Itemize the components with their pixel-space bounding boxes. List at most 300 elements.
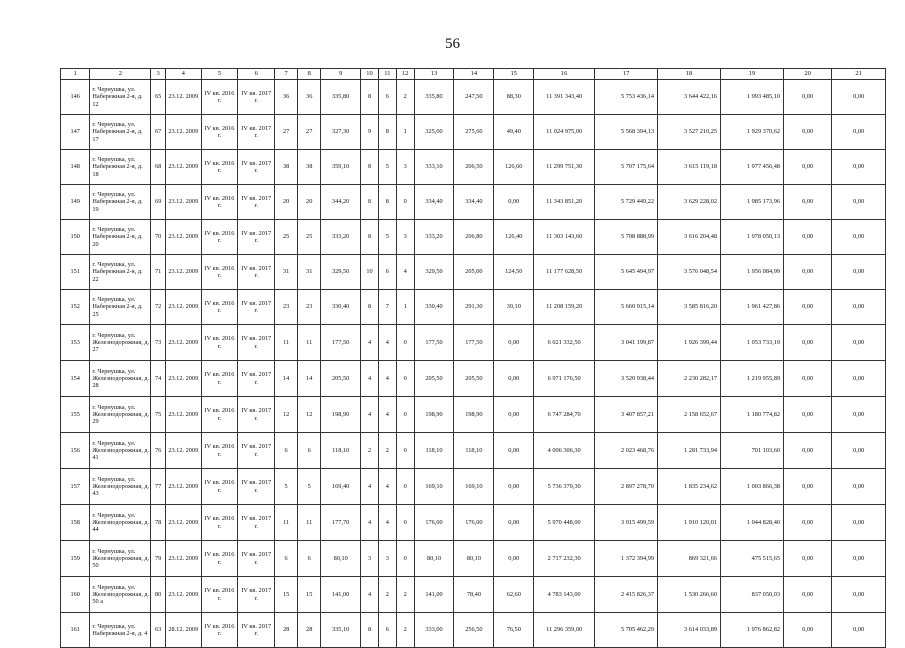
table-cell: 62,60 [494, 577, 534, 613]
address-cell: г. Чернушка, ул. Железнодорожная, д. 44 [90, 505, 151, 541]
table-cell: 20 [275, 185, 298, 220]
table-cell: 152 [61, 290, 90, 325]
table-cell: 28 [298, 613, 321, 648]
table-cell: 0,00 [832, 613, 886, 648]
table-cell: 335,80 [414, 80, 454, 115]
table-cell: 4 783 143,00 [534, 577, 595, 613]
table-cell: 4 [361, 469, 379, 505]
table-cell: 169,10 [414, 469, 454, 505]
table-cell: 205,50 [454, 361, 494, 397]
table-cell: 333,00 [414, 613, 454, 648]
table-row [61, 220, 886, 255]
table-cell: 1 910 120,01 [658, 505, 721, 541]
table-cell: 3 576 048,54 [658, 255, 721, 290]
table-cell: IV кв. 2016 г. [201, 541, 238, 577]
table-cell: IV кв. 2017 г. [238, 255, 275, 290]
table-cell: 8 [361, 185, 379, 220]
address-cell: г. Чернушка, ул. Набережная 2-я, д. 18 [90, 150, 151, 185]
table-cell: 1 985 173,96 [721, 185, 784, 220]
table-cell: 2 [361, 433, 379, 469]
table-cell: 359,10 [321, 150, 361, 185]
table-cell: 1 978 050,13 [721, 220, 784, 255]
table-cell: 5 568 394,13 [595, 115, 658, 150]
table-cell: 11 024 975,00 [534, 115, 595, 150]
table-cell: 74 [151, 361, 166, 397]
table-cell: 329,50 [321, 255, 361, 290]
table-cell: 2 023 468,76 [595, 433, 658, 469]
table-cell: 118,10 [321, 433, 361, 469]
column-header: 14 [454, 69, 494, 80]
table-cell: 6 971 176,50 [534, 361, 595, 397]
table-cell: 1 961 427,86 [721, 290, 784, 325]
table-cell: 1 993 485,10 [721, 80, 784, 115]
table-cell: 23.12. 2009 [165, 115, 201, 150]
table-cell: 335,80 [321, 80, 361, 115]
table-cell: 31 [275, 255, 298, 290]
table-cell: 0,00 [784, 361, 832, 397]
table-cell: 79 [151, 541, 166, 577]
table-cell: 11 [275, 505, 298, 541]
table-row [61, 541, 886, 577]
table-cell: 0,00 [784, 185, 832, 220]
table-cell: IV кв. 2017 г. [238, 541, 275, 577]
table-cell: 256,50 [454, 613, 494, 648]
table-cell: 291,30 [454, 290, 494, 325]
page-number: 56 [445, 36, 460, 52]
table-cell: 11 299 751,30 [534, 150, 595, 185]
data-table [60, 68, 886, 648]
table-cell: 198,90 [454, 397, 494, 433]
table-cell: 206,50 [454, 150, 494, 185]
table-cell: 3 629 228,02 [658, 185, 721, 220]
table-cell: 335,10 [321, 613, 361, 648]
table-cell: 3 614 033,89 [658, 613, 721, 648]
table-cell: 0,00 [832, 361, 886, 397]
table-cell: 198,90 [321, 397, 361, 433]
table-cell: 11 391 343,40 [534, 80, 595, 115]
table-cell: 36 [298, 80, 321, 115]
table-cell: 126,40 [494, 220, 534, 255]
address-cell: г. Чернушка, ул. Набережная 2-я, д. 22 [90, 255, 151, 290]
table-cell: 63 [151, 613, 166, 648]
table-cell: 88,30 [494, 80, 534, 115]
table-cell: 4 [361, 325, 379, 361]
table-cell: 1 372 394,99 [595, 541, 658, 577]
table-cell: 23.12. 2009 [165, 185, 201, 220]
table-cell: 25 [298, 220, 321, 255]
table-cell: 28 [275, 613, 298, 648]
table-cell: 27 [298, 115, 321, 150]
table-cell: 177,50 [321, 325, 361, 361]
table-cell: 23.12. 2009 [165, 469, 201, 505]
table-cell: 0,00 [494, 361, 534, 397]
table-cell: 0,00 [832, 290, 886, 325]
table-cell: 0 [396, 397, 414, 433]
table-cell: 0,00 [494, 541, 534, 577]
table-cell: 4 [361, 397, 379, 433]
table-cell: 78,40 [454, 577, 494, 613]
table-cell: 11 [275, 325, 298, 361]
column-header: 6 [238, 69, 275, 80]
table-cell: 157 [61, 469, 90, 505]
table-cell: 177,50 [414, 325, 454, 361]
table-cell: 49,40 [494, 115, 534, 150]
table-cell: 3 527 210,25 [658, 115, 721, 150]
table-cell: 4 [378, 505, 396, 541]
table-cell: 11 [298, 325, 321, 361]
table-cell: 0 [396, 325, 414, 361]
table-cell: 118,10 [454, 433, 494, 469]
address-cell: г. Чернушка, ул. Железнодорожная, д. 50 [90, 541, 151, 577]
column-header: 3 [151, 69, 166, 80]
table-cell: 334,40 [414, 185, 454, 220]
table-cell: 11 343 851,20 [534, 185, 595, 220]
table-cell: 12 [275, 397, 298, 433]
table-cell: 3 615 119,18 [658, 150, 721, 185]
table-cell: 2 415 826,37 [595, 577, 658, 613]
table-cell: IV кв. 2016 г. [201, 115, 238, 150]
table-cell: 0,00 [494, 325, 534, 361]
column-header: 18 [658, 69, 721, 80]
table-cell: 333,10 [414, 150, 454, 185]
table-cell: 2 230 282,17 [658, 361, 721, 397]
table-cell: 3 [396, 220, 414, 255]
table-cell: 148 [61, 150, 90, 185]
table-cell: 1 003 866,38 [721, 469, 784, 505]
table-cell: IV кв. 2017 г. [238, 220, 275, 255]
table-cell: IV кв. 2016 г. [201, 220, 238, 255]
table-cell: 837 050,03 [721, 577, 784, 613]
table-cell: 80,10 [321, 541, 361, 577]
address-cell: г. Чернушка, ул. Набережная 2-я, д. 12 [90, 80, 151, 115]
table-cell: 4 [396, 255, 414, 290]
table-cell: 75 [151, 397, 166, 433]
table-cell: 3 [361, 541, 379, 577]
table-cell: 0,00 [784, 397, 832, 433]
table-row [61, 80, 886, 115]
table-cell: 0 [396, 541, 414, 577]
address-cell: г. Чернушка, ул. Железнодорожная, д. 41 [90, 433, 151, 469]
table-row [61, 577, 886, 613]
table-cell: 11 296 359,00 [534, 613, 595, 648]
table-cell: 0,00 [832, 469, 886, 505]
table-cell: 6 021 332,50 [534, 325, 595, 361]
table-row [61, 361, 886, 397]
table-cell: 1 219 955,89 [721, 361, 784, 397]
table-cell: 0 [396, 469, 414, 505]
table-cell: 36 [275, 80, 298, 115]
table-cell: 8 [361, 613, 379, 648]
table-cell: IV кв. 2016 г. [201, 433, 238, 469]
table-cell: 76,50 [494, 613, 534, 648]
table-cell: 3 644 422,16 [658, 80, 721, 115]
table-cell: IV кв. 2016 г. [201, 613, 238, 648]
table-cell: 67 [151, 115, 166, 150]
table-header-row [61, 69, 886, 80]
table-cell: 14 [298, 361, 321, 397]
table-cell: 149 [61, 185, 90, 220]
table-cell: 2 [378, 433, 396, 469]
column-header: 13 [414, 69, 454, 80]
table-cell: 71 [151, 255, 166, 290]
table-cell: 4 [378, 325, 396, 361]
table-row [61, 115, 886, 150]
table-cell: 0,00 [784, 115, 832, 150]
table-cell: 0,00 [832, 185, 886, 220]
table-cell: 23.12. 2009 [165, 577, 201, 613]
table-cell: 151 [61, 255, 90, 290]
table-cell: 344,20 [321, 185, 361, 220]
table-cell: 38 [275, 150, 298, 185]
table-row [61, 397, 886, 433]
table-cell: 6 [378, 255, 396, 290]
table-cell: 10 [361, 255, 379, 290]
table-cell: 23.12. 2009 [165, 325, 201, 361]
table-cell: 23.12. 2009 [165, 150, 201, 185]
table-cell: 25 [275, 220, 298, 255]
address-cell: г. Чернушка, ул. Железнодорожная, д. 29 [90, 397, 151, 433]
table-cell: IV кв. 2016 г. [201, 80, 238, 115]
table-row [61, 433, 886, 469]
table-cell: IV кв. 2017 г. [238, 115, 275, 150]
table-cell: 1 [396, 115, 414, 150]
table-row [61, 325, 886, 361]
column-header: 9 [321, 69, 361, 80]
table-cell: 6 [298, 433, 321, 469]
table-cell: 701 103,60 [721, 433, 784, 469]
table-cell: 0,00 [494, 469, 534, 505]
table-cell: 169,10 [454, 469, 494, 505]
table-cell: 1 281 733,94 [658, 433, 721, 469]
table-cell: 329,50 [414, 255, 454, 290]
table-cell: 77 [151, 469, 166, 505]
table-cell: 160 [61, 577, 90, 613]
table-cell: 73 [151, 325, 166, 361]
table-cell: 4 006 306,30 [534, 433, 595, 469]
table-cell: 325,00 [414, 115, 454, 150]
table-cell: 0,00 [784, 505, 832, 541]
table-cell: 8 [361, 220, 379, 255]
table-cell: 0,00 [832, 325, 886, 361]
table-cell: 5 705 462,29 [595, 613, 658, 648]
column-header: 17 [595, 69, 658, 80]
table-cell: 1 956 084,99 [721, 255, 784, 290]
table-cell: 70 [151, 220, 166, 255]
table-cell: 0,00 [832, 80, 886, 115]
table-cell: IV кв. 2017 г. [238, 613, 275, 648]
table-cell: 2 717 232,30 [534, 541, 595, 577]
table-cell: 158 [61, 505, 90, 541]
table-cell: 5 753 436,14 [595, 80, 658, 115]
table-cell: IV кв. 2016 г. [201, 255, 238, 290]
table-cell: 23 [298, 290, 321, 325]
table-cell: 5 736 379,30 [534, 469, 595, 505]
table-cell: 5 645 494,97 [595, 255, 658, 290]
table-cell: 1 530 266,60 [658, 577, 721, 613]
table-cell: IV кв. 2017 г. [238, 397, 275, 433]
table-cell: 141,00 [321, 577, 361, 613]
table-cell: 2 [396, 577, 414, 613]
table-cell: 2 [396, 80, 414, 115]
table-cell: 6 [378, 80, 396, 115]
table-cell: 3 585 816,20 [658, 290, 721, 325]
address-cell: г. Чернушка, ул. Железнодорожная, д. 43 [90, 469, 151, 505]
table-cell: 1 977 456,48 [721, 150, 784, 185]
table-cell: 8 [361, 290, 379, 325]
table-cell: 11 177 628,50 [534, 255, 595, 290]
table-cell: 68 [151, 150, 166, 185]
table-cell: 0,00 [784, 577, 832, 613]
table-cell: 5 [298, 469, 321, 505]
table-cell: 76 [151, 433, 166, 469]
table-cell: 205,50 [321, 361, 361, 397]
table-cell: 4 [361, 361, 379, 397]
table-cell: 475 515,65 [721, 541, 784, 577]
table-cell: IV кв. 2016 г. [201, 469, 238, 505]
table-cell: 0,00 [784, 150, 832, 185]
table-cell: 5 660 915,14 [595, 290, 658, 325]
table-cell: 1 926 399,44 [658, 325, 721, 361]
table-cell: 31 [298, 255, 321, 290]
table-cell: IV кв. 2017 г. [238, 185, 275, 220]
table-cell: 11 303 143,60 [534, 220, 595, 255]
column-header: 7 [275, 69, 298, 80]
column-header: 15 [494, 69, 534, 80]
table-cell: 1 053 733,19 [721, 325, 784, 361]
table-cell: 80 [151, 577, 166, 613]
table-cell: 0,00 [832, 255, 886, 290]
address-cell: г. Чернушка, ул. Железнодорожная, д. 28 [90, 361, 151, 397]
column-header: 1 [61, 69, 90, 80]
table-cell: 1 180 774,82 [721, 397, 784, 433]
table-cell: 39,10 [494, 290, 534, 325]
table-cell: 869 321,66 [658, 541, 721, 577]
table-cell: 3 [396, 150, 414, 185]
table-cell: 80,10 [454, 541, 494, 577]
table-cell: 176,00 [414, 505, 454, 541]
table-row [61, 469, 886, 505]
table-cell: 126,60 [494, 150, 534, 185]
table-cell: 23.12. 2009 [165, 80, 201, 115]
table-cell: 2 [378, 577, 396, 613]
table-cell: 124,50 [494, 255, 534, 290]
table-cell: 0,00 [784, 80, 832, 115]
table-cell: 0,00 [832, 577, 886, 613]
table-cell: IV кв. 2017 г. [238, 150, 275, 185]
table-cell: 3 616 204,48 [658, 220, 721, 255]
table-cell: 0 [396, 505, 414, 541]
table-cell: IV кв. 2017 г. [238, 361, 275, 397]
table-cell: 23.12. 2009 [165, 433, 201, 469]
table-cell: 1 044 828,40 [721, 505, 784, 541]
table-cell: 141,00 [414, 577, 454, 613]
table-cell: 8 [378, 185, 396, 220]
table-cell: 2 897 278,70 [595, 469, 658, 505]
address-cell: г. Чернушка, ул. Набережная 2-я, д. 19 [90, 185, 151, 220]
table-cell: 156 [61, 433, 90, 469]
table-cell: 28.12. 2009 [165, 613, 201, 648]
table-cell: IV кв. 2016 г. [201, 185, 238, 220]
column-header: 5 [201, 69, 238, 80]
table-cell: 0 [396, 361, 414, 397]
column-header: 16 [534, 69, 595, 80]
table-cell: 177,70 [321, 505, 361, 541]
table-row [61, 613, 886, 648]
table-cell: IV кв. 2017 г. [238, 577, 275, 613]
table-cell: 4 [361, 577, 379, 613]
table-row [61, 185, 886, 220]
table-cell: 8 [361, 80, 379, 115]
table-cell: IV кв. 2017 г. [238, 433, 275, 469]
table-cell: 198,90 [414, 397, 454, 433]
table-cell: 205,00 [454, 255, 494, 290]
column-header: 2 [90, 69, 151, 80]
table-cell: IV кв. 2016 г. [201, 290, 238, 325]
table-cell: IV кв. 2016 г. [201, 361, 238, 397]
table-cell: 0,00 [784, 469, 832, 505]
table-cell: 3 520 938,44 [595, 361, 658, 397]
table-cell: 0,00 [832, 541, 886, 577]
table-cell: 12 [298, 397, 321, 433]
table-cell: 15 [298, 577, 321, 613]
table-cell: 6 [378, 613, 396, 648]
table-cell: IV кв. 2017 г. [238, 469, 275, 505]
table-cell: 330,40 [414, 290, 454, 325]
table-cell: 8 [378, 115, 396, 150]
table-cell: 23.12. 2009 [165, 290, 201, 325]
table-cell: 333,20 [414, 220, 454, 255]
table-row [61, 255, 886, 290]
table-cell: 327,30 [321, 115, 361, 150]
table-cell: 23.12. 2009 [165, 397, 201, 433]
table-cell: 118,10 [414, 433, 454, 469]
table-cell: 4 [361, 505, 379, 541]
table-cell: 69 [151, 185, 166, 220]
address-cell: г. Чернушка, ул. Набережная 2-я, д. 4 [90, 613, 151, 648]
table-cell: 1 976 862,82 [721, 613, 784, 648]
table-cell: 150 [61, 220, 90, 255]
table-cell: 11 [298, 505, 321, 541]
table-cell: 0,00 [832, 397, 886, 433]
column-header: 10 [361, 69, 379, 80]
table-cell: IV кв. 2016 г. [201, 577, 238, 613]
table-cell: 0,00 [832, 433, 886, 469]
table-row [61, 290, 886, 325]
table-cell: 3 407 857,21 [595, 397, 658, 433]
table-cell: IV кв. 2016 г. [201, 325, 238, 361]
table-cell: 6 747 284,70 [534, 397, 595, 433]
table-cell: 6 [275, 541, 298, 577]
table-cell: 5 970 448,00 [534, 505, 595, 541]
table-cell: 65 [151, 80, 166, 115]
table-cell: 205,50 [414, 361, 454, 397]
table-cell: 161 [61, 613, 90, 648]
table-cell: 153 [61, 325, 90, 361]
table-cell: 4 [378, 397, 396, 433]
column-header: 8 [298, 69, 321, 80]
table-row [61, 505, 886, 541]
table-cell: 27 [275, 115, 298, 150]
table-cell: 78 [151, 505, 166, 541]
table-cell: 23.12. 2009 [165, 541, 201, 577]
table-cell: 7 [378, 290, 396, 325]
table-cell: 14 [275, 361, 298, 397]
table-cell: 330,40 [321, 290, 361, 325]
table-cell: 176,00 [454, 505, 494, 541]
table-cell: 0,00 [832, 115, 886, 150]
table-cell: 146 [61, 80, 90, 115]
table-cell: IV кв. 2017 г. [238, 325, 275, 361]
